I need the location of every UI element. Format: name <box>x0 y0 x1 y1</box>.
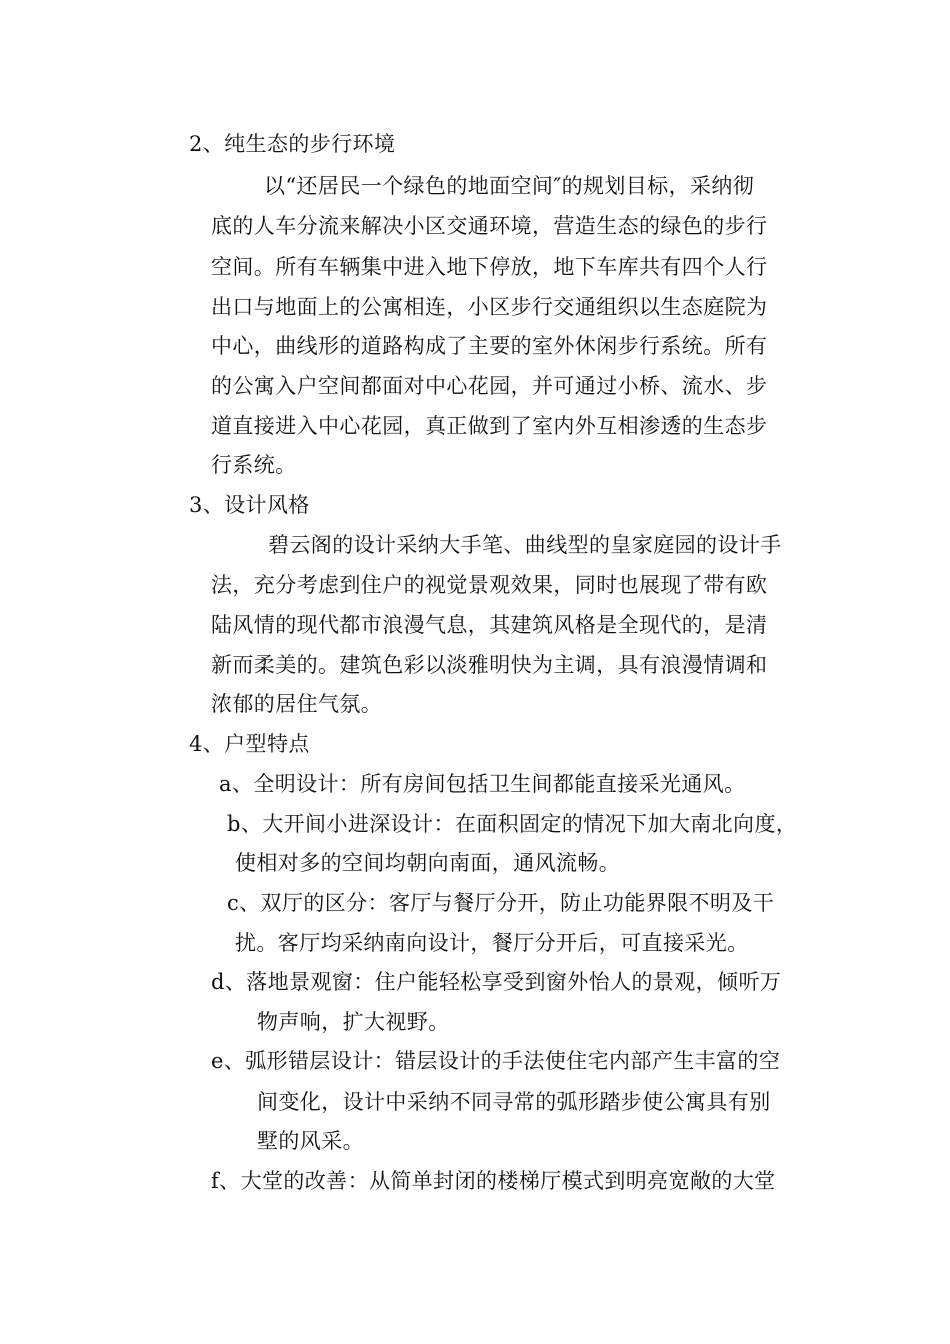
list-item-line: e、弧形错层设计：错层设计的手法使住宅内部产生丰富的空 <box>211 1049 781 1073</box>
list-item-line: c、双厅的区分：客厅与餐厅分开，防止功能界限不明及干 <box>227 891 775 915</box>
list-item-line: 物声响，扩大视野。 <box>257 1010 450 1034</box>
list-item-line: a、全明设计：所有房间包括卫生间都能直接采光通风。 <box>219 772 746 796</box>
paragraph-line: 行系统。 <box>211 453 297 477</box>
paragraph-line: 陆风情的现代都市浪漫气息，其建筑风格是全现代的，是清 <box>211 613 768 637</box>
paragraph-line: 空间。所有车辆集中进入地下停放，地下车库共有四个人行 <box>211 255 768 279</box>
paragraph-line: 法，充分考虑到住户的视觉景观效果，同时也展现了带有欧 <box>211 573 768 597</box>
paragraph-line: 以“还居民一个绿色的地面空间″的规划目标，采纳彻 <box>264 174 755 198</box>
section-heading: 4、户型特点 <box>189 732 310 756</box>
section-heading: 3、设计风格 <box>189 493 310 517</box>
list-item-line: 间变化，设计中采纳不同寻常的弧形踏步使公寓具有别 <box>257 1090 771 1114</box>
list-item-line: b、大开间小进深设计：在面积固定的情况下加大南北向度， <box>227 812 798 836</box>
list-item-line: 墅的风采。 <box>257 1129 364 1153</box>
list-item-line: d、落地景观窗：住户能轻松享受到窗外怡人的景观，倾听万 <box>211 970 782 994</box>
paragraph-line: 道直接进入中心花园，真正做到了室内外互相渗透的生态步 <box>211 414 768 438</box>
list-item-line: f、大堂的改善：从简单封闭的楼梯厅模式到明亮宽敞的大堂 <box>211 1169 776 1193</box>
section-heading: 2、纯生态的步行环境 <box>189 132 396 156</box>
paragraph-line: 底的人车分流来解决小区交通环境，营造生态的绿色的步行 <box>211 214 768 238</box>
list-item-line: 扰。客厅均采纳南向设计，餐厅分开后，可直接采光。 <box>235 931 749 955</box>
paragraph-line: 中心，曲线形的道路构成了主要的室外休闲步行系统。所有 <box>211 334 768 358</box>
paragraph-line: 浓郁的居住气氛。 <box>211 692 383 716</box>
paragraph-line: 碧云阁的设计采纳大手笔、曲线型的皇家庭园的设计手 <box>268 533 782 557</box>
list-item-line: 使相对多的空间均朝向南面，通风流畅。 <box>235 851 621 875</box>
paragraph-line: 的公寓入户空间都面对中心花园，并可通过小桥、流水、步 <box>211 374 768 398</box>
paragraph-line: 新而柔美的。建筑色彩以淡雅明快为主调，具有浪漫情调和 <box>211 653 768 677</box>
paragraph-line: 出口与地面上的公寓相连，小区步行交通组织以生态庭院为 <box>211 295 768 319</box>
